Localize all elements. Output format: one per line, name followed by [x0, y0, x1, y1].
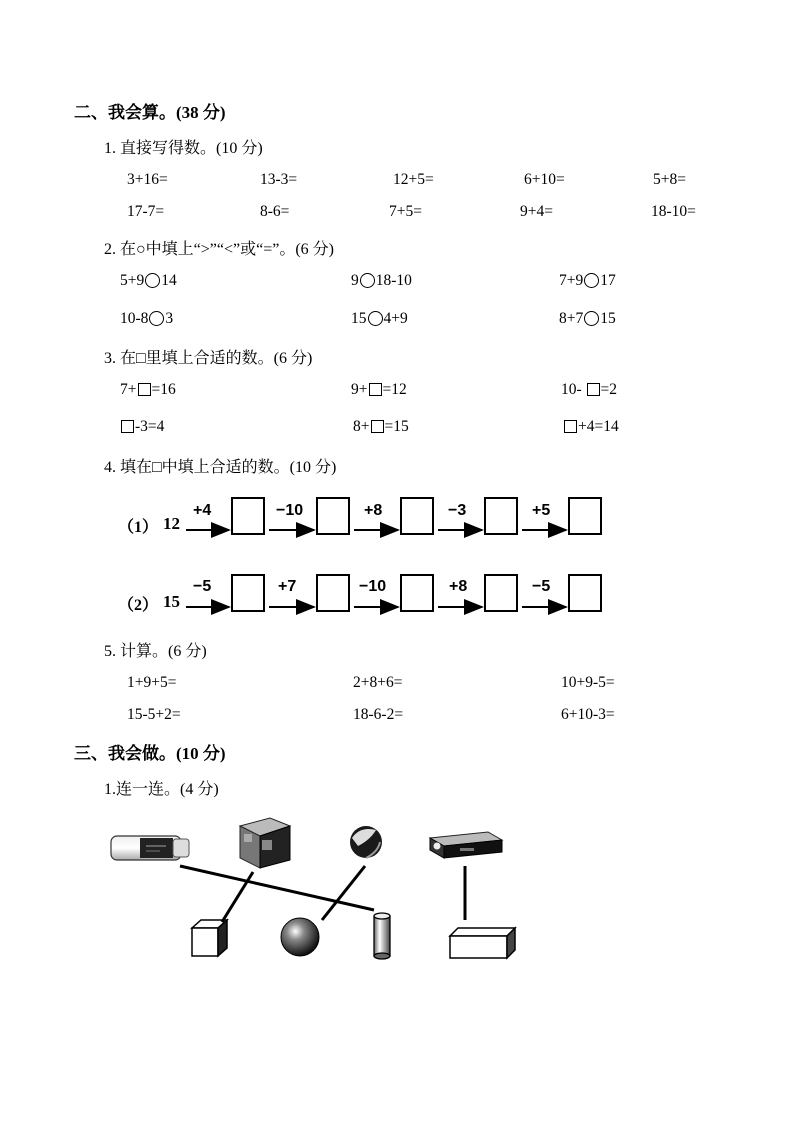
q3-item: 10- =2: [561, 381, 618, 398]
chain-op: +4: [193, 502, 212, 519]
q3-item: -3=4: [120, 418, 164, 436]
chain-label: （1）: [118, 519, 159, 536]
q2-title: 2. 在○中填上“>”“<”或“=”。(6 分): [104, 241, 335, 258]
cube-icon: [192, 920, 227, 956]
q2-item: 9 18-10: [351, 272, 412, 289]
q4-title: 4. 填在□中填上合适的数。(10 分): [104, 459, 337, 476]
q2-item: 7+9 17: [559, 272, 616, 289]
chain-op: +5: [532, 502, 551, 519]
section2-title: 二、我会算。(38 分): [74, 103, 226, 122]
q1-item: 3+16=: [127, 171, 168, 188]
cuboid-icon: [450, 928, 515, 958]
q5-item: 15-5+2=: [127, 706, 181, 723]
s3-q1-title: 1.连一连。(4 分): [104, 781, 219, 798]
q2-item: 15 4+9: [351, 310, 408, 327]
projector-icon: [430, 832, 502, 858]
chain-start: 12: [163, 514, 180, 533]
chain-start: 15: [163, 592, 180, 611]
q2-item: 10-8 3: [120, 310, 174, 327]
q5-title: 5. 计算。(6 分): [104, 643, 207, 660]
q1-item: 6+10=: [524, 171, 565, 188]
q1-item: 5+8=: [653, 171, 686, 188]
q2-item: 8+7 15: [559, 310, 616, 327]
q5-item: 18-6-2=: [353, 706, 404, 723]
q5-item: 1+9+5=: [127, 674, 177, 691]
chain-op: −10: [359, 578, 387, 595]
q3-item: 8+ =15: [353, 418, 409, 435]
q5-item: 10+9-5=: [561, 674, 615, 691]
q1-item: 7+5=: [389, 203, 422, 220]
q3-title: 3. 在□里填上合适的数。(6 分): [104, 350, 313, 367]
q2-item: 5+9 14: [120, 272, 177, 289]
q5-item: 2+8+6=: [353, 674, 403, 691]
q1-item: 13-3=: [260, 171, 298, 188]
q1-title: 1. 直接写得数。(10 分): [104, 140, 263, 157]
connecting-lines: [180, 866, 465, 922]
chain-op: −5: [193, 578, 212, 595]
chain-op: −10: [276, 502, 304, 519]
chain-op: −3: [448, 502, 467, 519]
chain-op: +8: [449, 578, 468, 595]
q1-item: 17-7=: [127, 203, 165, 220]
ball-icon: [350, 826, 382, 858]
q1-item: 8-6=: [260, 203, 290, 220]
chain-op: +7: [278, 578, 297, 595]
cylinder-icon: [374, 913, 390, 959]
section3-title: 三、我会做。(10 分): [74, 744, 226, 763]
q1-item: 9+4=: [520, 203, 553, 220]
sphere-icon: [281, 918, 319, 956]
chain-label: （2）: [118, 597, 159, 614]
q1-item: 12+5=: [393, 171, 434, 188]
glue-stick-icon: [111, 836, 189, 860]
q3-item: +4=14: [563, 418, 619, 436]
chain-op: +8: [364, 502, 383, 519]
rubik-cube-icon: [240, 818, 290, 868]
q3-item: 9+ =12: [351, 381, 407, 398]
q3-item: 7+ =16: [120, 381, 176, 398]
q1-item: 18-10=: [651, 203, 696, 220]
q5-item: 6+10-3=: [561, 706, 615, 723]
chain-op: −5: [532, 578, 551, 595]
